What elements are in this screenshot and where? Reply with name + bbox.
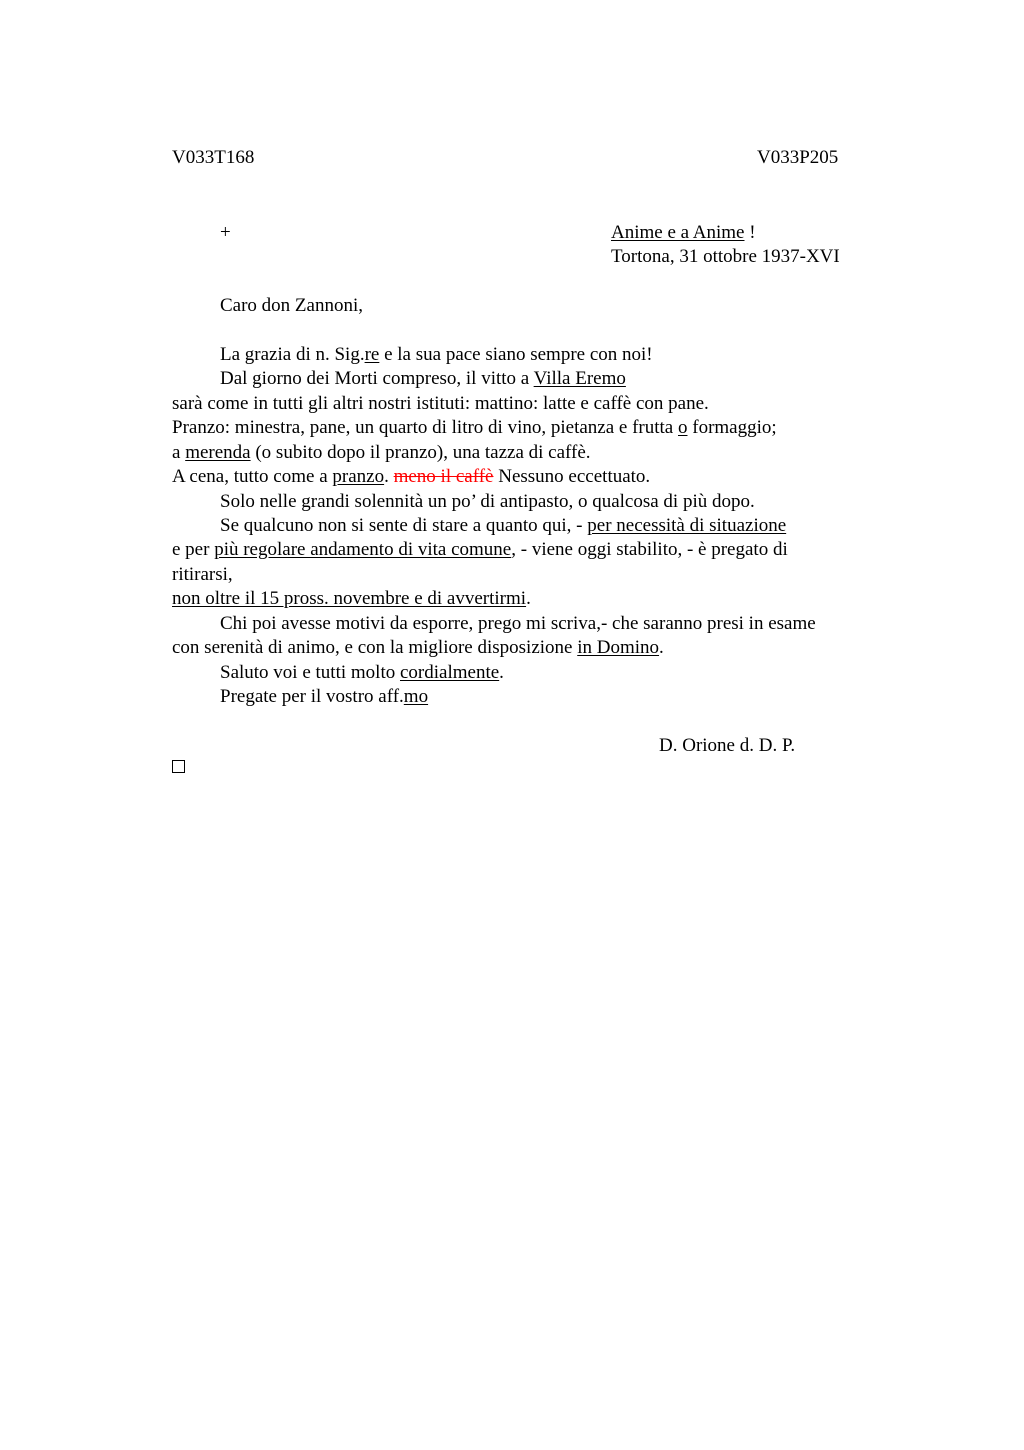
body-line-5: a merenda (o subito dopo il pranzo), una tazza di caffè. bbox=[172, 442, 591, 463]
body-line-4: Pranzo: minestra, pane, un quarto di litro di vino, pietanza e frutta o formaggio; bbox=[172, 417, 777, 438]
place-date: Tortona, 31 ottobre 1937-XVI bbox=[611, 246, 840, 267]
body-line-2: Dal giorno dei Morti compreso, il vitto a Villa Eremo bbox=[220, 368, 626, 389]
body-line-13: con serenità di animo, e con la migliore disposizione in Domino. bbox=[172, 637, 664, 658]
body-line-10: ritirarsi, bbox=[172, 564, 233, 585]
motto-tail: ! bbox=[744, 222, 756, 243]
body-line-7: Solo nelle grandi solennità un po’ di antipasto, o qualcosa di più dopo. bbox=[220, 491, 755, 512]
end-square-icon bbox=[172, 760, 185, 773]
body-line-12: Chi poi avesse motivi da esporre, prego mi scriva,- che saranno presi in esame bbox=[220, 613, 816, 634]
body-line-8: Se qualcuno non si sente di stare a quanto qui, - per necessità di situazione bbox=[220, 515, 787, 536]
body-line-11: non oltre il 15 pross. novembre e di avvertirmi. bbox=[172, 588, 531, 609]
struck-text: meno il caffè bbox=[393, 466, 494, 487]
body-line-15: Pregate per il vostro aff.mo bbox=[220, 686, 429, 707]
body-line-14: Saluto voi e tutti molto cordialmente. bbox=[220, 662, 504, 683]
cross-symbol: + bbox=[220, 222, 231, 243]
signature: D. Orione d. D. P. bbox=[659, 735, 796, 756]
body-line-6: A cena, tutto come a pranzo. meno il caffè Nessuno eccettuato. bbox=[172, 466, 651, 487]
salutation: Caro don Zannoni, bbox=[220, 295, 364, 316]
document-code-left: V033T168 bbox=[172, 147, 255, 168]
body-line-9: e per più regolare andamento di vita comune, - viene oggi stabilito, - è pregato di bbox=[172, 539, 788, 560]
motto-underlined: Anime e a Anime bbox=[611, 222, 745, 243]
document-code-right: V033P205 bbox=[757, 147, 839, 168]
motto bbox=[611, 221, 756, 245]
body-line-3: sarà come in tutti gli altri nostri istituti: mattino: latte e caffè con pane. bbox=[172, 393, 709, 414]
body-line-1: La grazia di n. Sig.re e la sua pace siano sempre con noi! bbox=[220, 344, 653, 365]
